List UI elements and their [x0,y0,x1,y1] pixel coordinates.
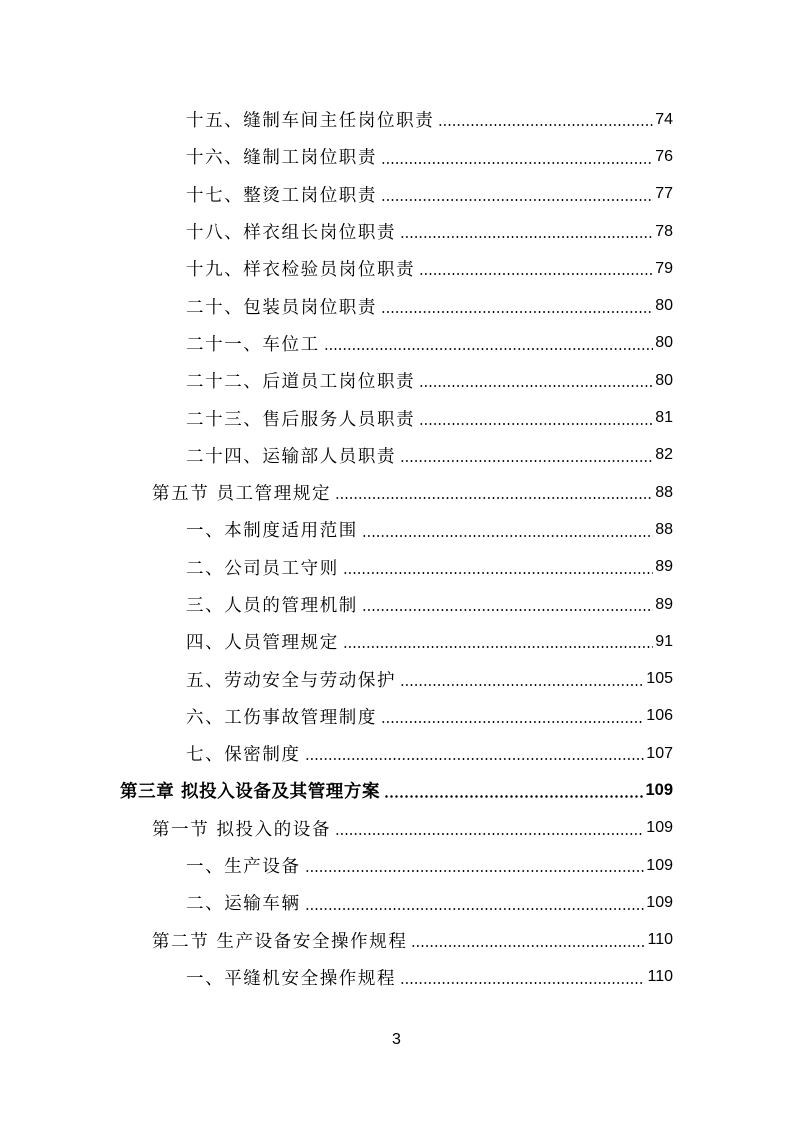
toc-entry-page-number: 79 [655,259,673,277]
dot-leader [419,385,653,387]
table-of-contents [0,101,793,996]
dot-leader [343,646,653,648]
dot-leader [305,908,645,910]
dot-leader [381,721,644,723]
dot-leader [438,124,653,126]
toc-entry-page-number: 88 [655,483,673,501]
dot-leader [381,199,653,201]
toc-entry-item[interactable] [0,623,793,660]
toc-entry-page-number: 88 [655,520,673,538]
toc-entry-page-number: 89 [655,595,673,613]
toc-entry-item[interactable] [0,511,793,548]
toc-entry-title: 十七、整烫工岗位职责 [186,185,377,206]
toc-entry-page-number: 74 [655,110,673,128]
toc-entry-title: 第五节 员工管理规定 [152,484,332,505]
toc-entry-title: 一、平缝机安全操作规程 [186,968,397,989]
toc-entry-title: 四、人员管理规定 [186,633,339,654]
toc-entry-page-number: 76 [655,147,673,165]
toc-entry-title: 三、人员的管理机制 [186,596,358,616]
toc-entry-page-number: 109 [645,781,673,800]
toc-entry-title: 第二节 生产设备安全操作规程 [152,931,408,952]
toc-entry-page-number: 81 [655,409,673,427]
toc-entry-title: 十九、样衣检验员岗位职责 [186,260,416,281]
toc-entry-section[interactable] [0,474,793,511]
toc-entry-item[interactable] [0,138,793,175]
toc-entry-page-number: 110 [647,931,673,949]
dot-leader [305,870,645,872]
toc-entry-page-number: 80 [655,334,673,352]
toc-entry-item[interactable] [0,884,793,921]
toc-entry-title: 二十、包装员岗位职责 [186,297,377,318]
toc-entry-page-number: 107 [646,744,673,762]
toc-entry-item[interactable] [0,586,793,623]
toc-entry-title: 七、保密制度 [186,745,301,766]
dot-leader [335,833,644,835]
dot-leader [381,162,653,164]
dot-leader [400,236,653,238]
dot-leader [305,758,645,760]
toc-entry-title: 五、劳动安全与劳动保护 [186,670,397,691]
toc-entry-title: 二、运输车辆 [186,894,301,915]
toc-entry-item[interactable] [0,549,793,586]
toc-entry-page-number: 82 [655,446,673,464]
dot-leader [324,348,654,350]
toc-entry-page-number: 80 [655,297,673,315]
toc-entry-item[interactable] [0,362,793,399]
toc-entry-page-number: 109 [646,819,673,837]
toc-entry-page-number: 109 [646,856,673,874]
toc-entry-page-number: 105 [646,670,673,688]
toc-entry-item[interactable] [0,437,793,474]
dot-leader [419,423,653,425]
toc-entry-page-number: 78 [655,222,673,240]
toc-entry-title: 第一节 拟投入的设备 [152,819,332,840]
toc-entry-item[interactable] [0,176,793,213]
toc-entry-page-number: 77 [655,185,673,203]
toc-entry-item[interactable] [0,250,793,287]
dot-leader [362,609,653,611]
toc-entry-page-number: 109 [646,893,673,911]
page-number: 3 [392,1031,401,1048]
toc-entry-page-number: 91 [655,632,673,650]
dot-leader [400,684,644,686]
toc-entry-section[interactable] [0,922,793,959]
toc-entry-title: 一、本制度适用范围 [186,521,358,542]
dot-leader [335,497,653,499]
dot-leader [381,311,653,313]
toc-entry-title: 二、公司员工守则 [186,558,339,579]
dot-leader [411,945,645,947]
toc-entry-item[interactable] [0,287,793,324]
toc-entry-page-number: 106 [646,707,673,725]
dot-leader [384,795,643,798]
toc-entry-title: 十五、缝制车间主任岗位职责 [186,111,435,132]
toc-entry-title: 六、工伤事故管理制度 [186,707,377,728]
toc-entry-page-number: 80 [655,371,673,389]
toc-entry-item[interactable] [0,959,793,996]
toc-entry-title: 二十二、后道员工岗位职责 [186,372,416,393]
dot-leader [419,273,653,275]
toc-entry-item[interactable] [0,213,793,250]
toc-entry-title: 十六、缝制工岗位职责 [186,148,377,169]
toc-entry-item[interactable] [0,325,793,362]
toc-entry-title: 二十一、车位工 [186,334,320,355]
toc-entry-item[interactable] [0,101,793,138]
dot-leader [400,982,645,984]
dot-leader [400,460,653,462]
toc-entry-page-number: 110 [647,968,673,986]
toc-entry-item[interactable] [0,698,793,735]
dot-leader [343,572,653,574]
toc-entry-item[interactable] [0,847,793,884]
toc-entry-title: 一、生产设备 [186,857,301,878]
toc-entry-page-number: 89 [655,558,673,576]
toc-entry-title: 第三章 拟投入设备及其管理方案 [120,782,381,803]
toc-entry-title: 十八、样衣组长岗位职责 [186,223,397,244]
toc-entry-title: 二十三、售后服务人员职责 [186,409,416,430]
toc-entry-item[interactable] [0,660,793,697]
toc-entry-title: 二十四、运输部人员职责 [186,446,397,467]
toc-entry-chapter[interactable] [0,772,793,809]
dot-leader [362,535,653,537]
toc-entry-item[interactable] [0,399,793,436]
toc-entry-section[interactable] [0,810,793,847]
toc-entry-item[interactable] [0,735,793,772]
